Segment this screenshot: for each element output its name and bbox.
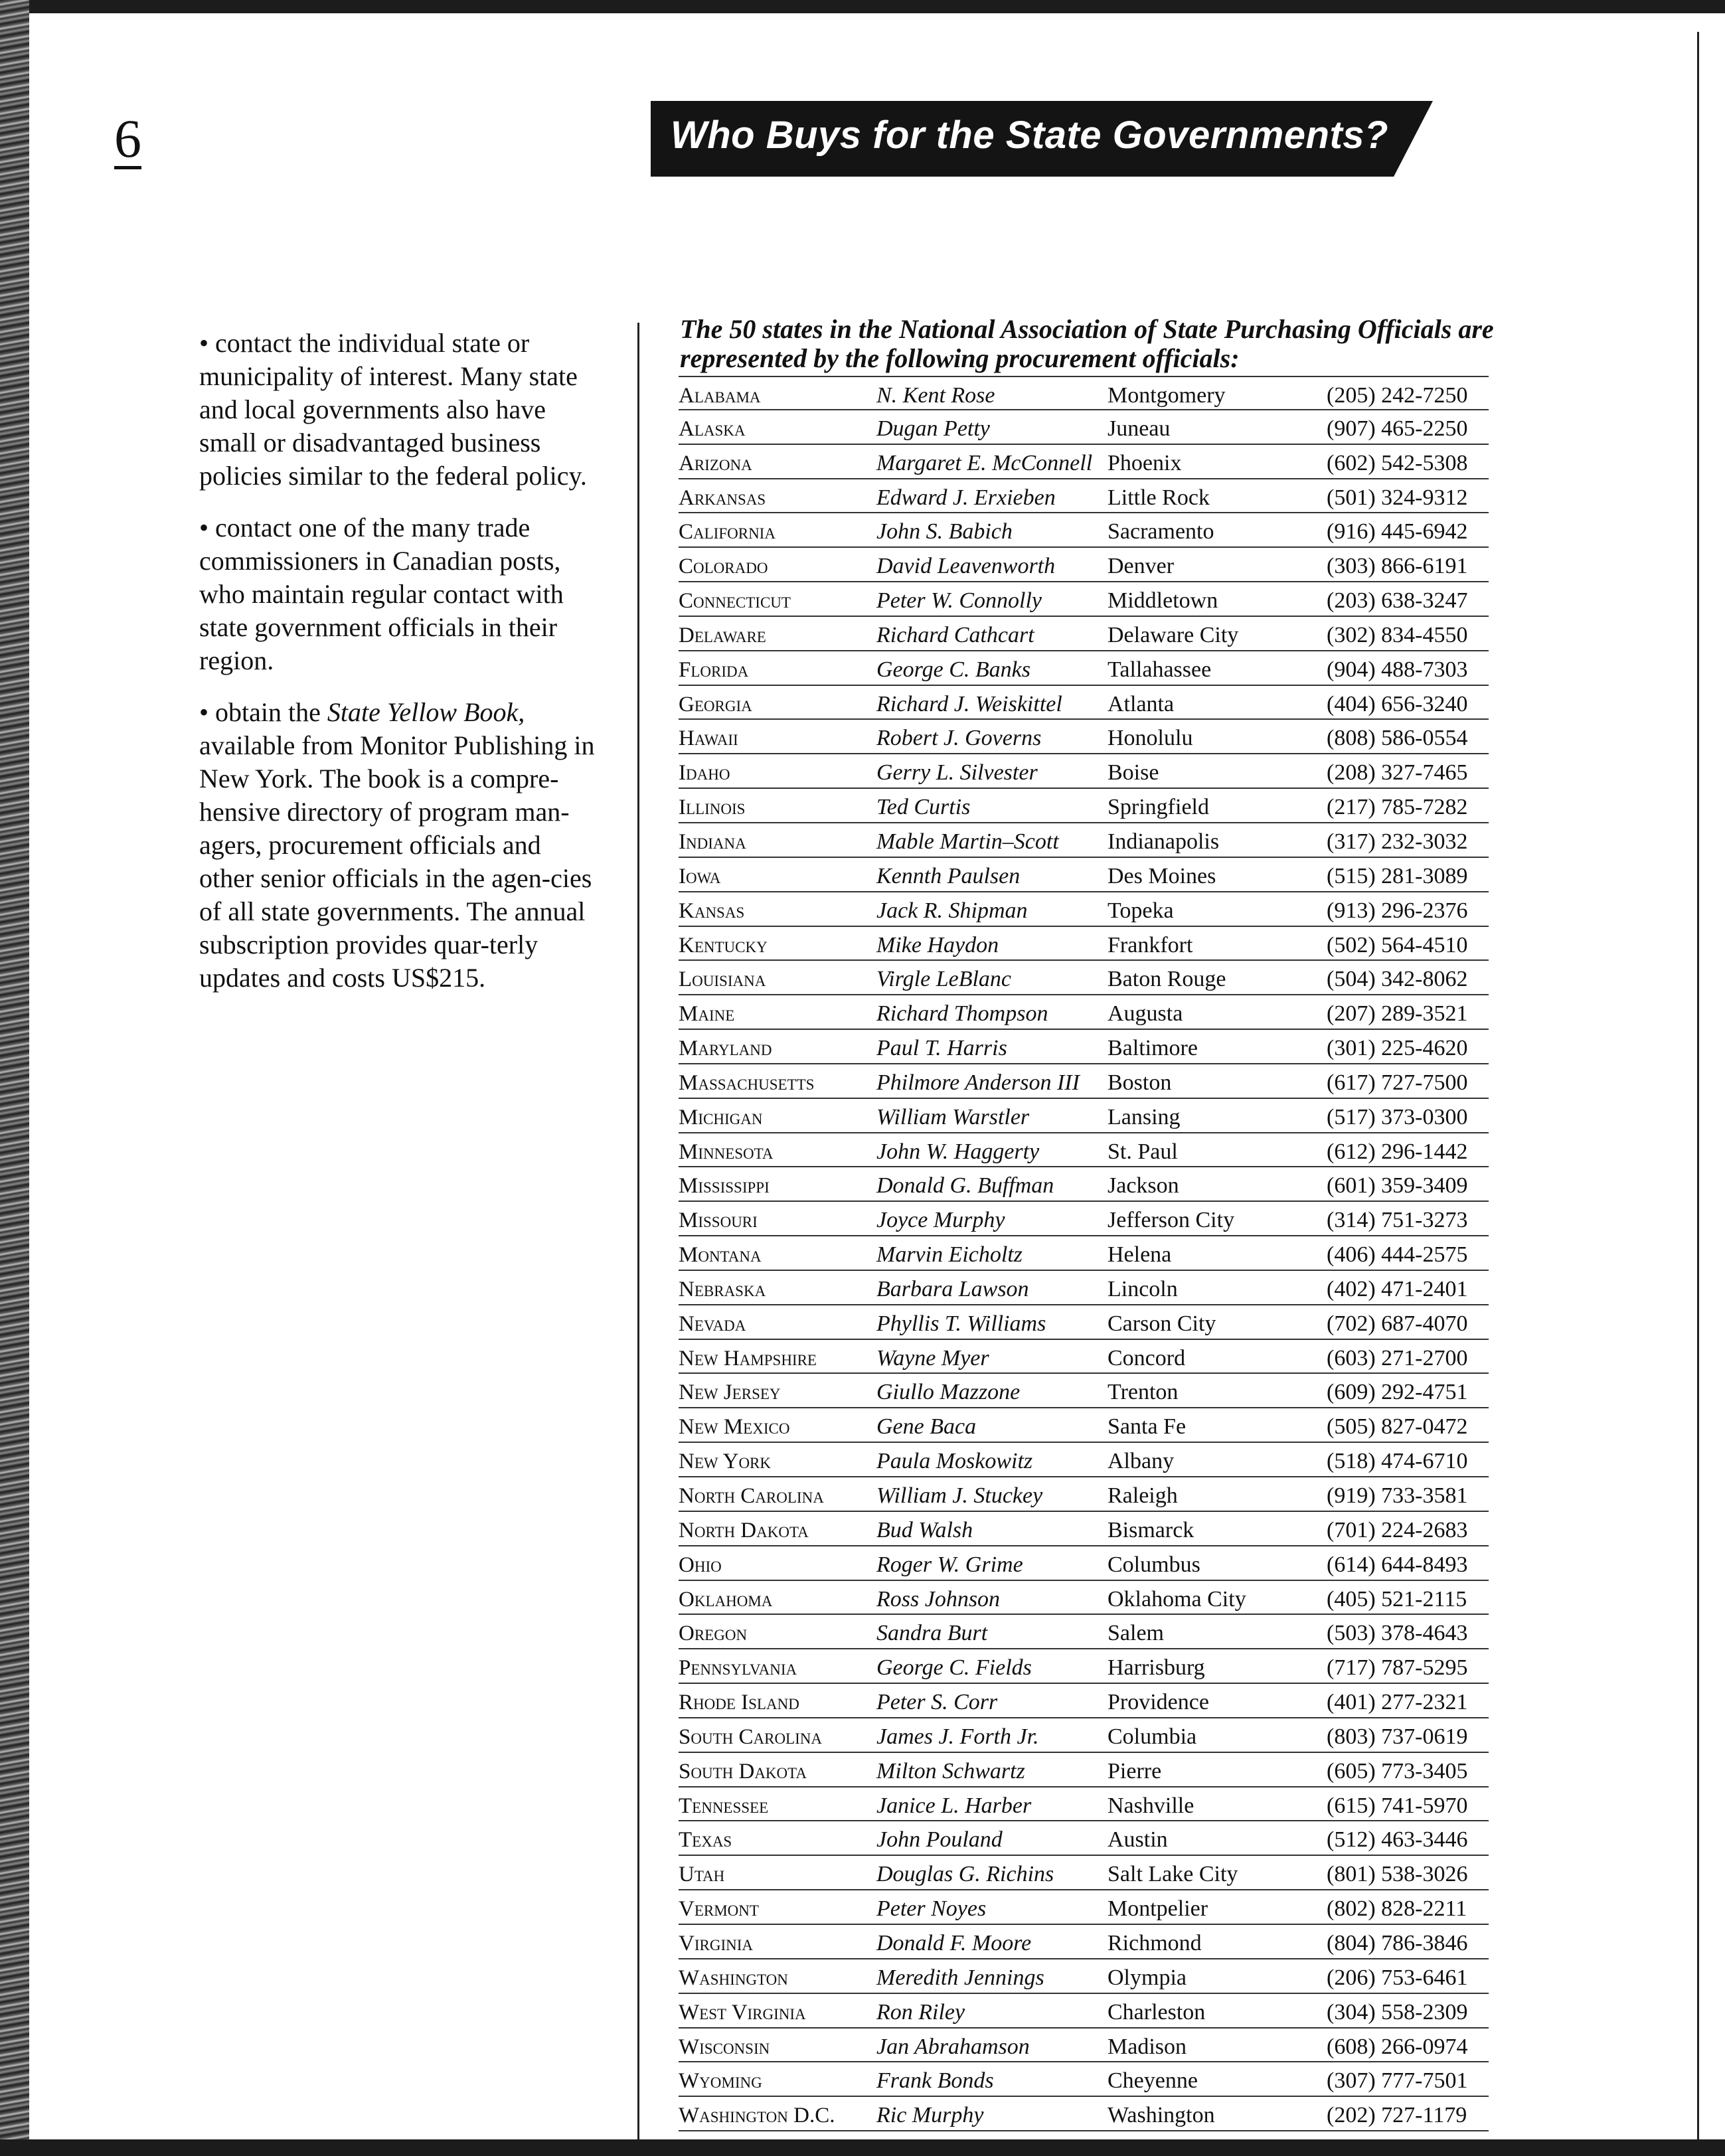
scan-border-right xyxy=(1697,32,1699,2156)
table-row xyxy=(679,892,1489,927)
official-name-cell: Phyllis T. Williams xyxy=(876,1311,1046,1336)
table-intro: The 50 states in the National Association of State Purchasing Officials are represented by the following procurement officials: xyxy=(680,314,1494,373)
table-row xyxy=(679,789,1489,823)
phone-cell: (907) 465-2250 xyxy=(1327,416,1468,441)
phone-cell: (402) 471-2401 xyxy=(1327,1276,1468,1301)
table-row xyxy=(679,1994,1489,2029)
city-cell: Washington xyxy=(1108,2103,1215,2128)
table-row xyxy=(679,1615,1489,1649)
state-cell: Oregon xyxy=(679,1621,748,1646)
official-name-cell: Bud Walsh xyxy=(876,1517,973,1542)
phone-cell: (203) 638-3247 xyxy=(1327,588,1468,614)
scan-border-left xyxy=(0,0,29,2156)
state-cell: New York xyxy=(679,1450,772,1474)
state-cell: Arkansas xyxy=(679,485,766,510)
book-title: State Yellow Book, xyxy=(327,697,525,727)
city-cell: Richmond xyxy=(1108,1930,1202,1955)
official-name-cell: George C. Fields xyxy=(876,1655,1032,1681)
city-cell: Atlanta xyxy=(1108,691,1175,716)
table-row xyxy=(679,1408,1489,1443)
table-row xyxy=(679,1133,1489,1168)
official-name-cell: Sandra Burt xyxy=(876,1621,988,1646)
phone-cell: (808) 586-0554 xyxy=(1327,726,1468,751)
city-cell: Boise xyxy=(1108,760,1159,786)
phone-cell: (503) 378-4643 xyxy=(1327,1621,1468,1646)
phone-cell: (518) 474-6710 xyxy=(1327,1449,1468,1474)
city-cell: Honolulu xyxy=(1108,726,1193,751)
table-row xyxy=(679,548,1489,582)
official-name-cell: Mable Martin–Scott xyxy=(876,829,1059,854)
city-cell: Lincoln xyxy=(1108,1276,1178,1301)
city-cell: Salt Lake City xyxy=(1108,1862,1238,1887)
state-cell: Texas xyxy=(679,1828,732,1853)
state-cell: Maryland xyxy=(679,1037,772,1061)
table-row xyxy=(679,582,1489,617)
official-name-cell: John W. Haggerty xyxy=(876,1139,1040,1164)
state-cell: New Mexico xyxy=(679,1415,790,1440)
table-row xyxy=(679,376,1489,410)
official-name-cell: Richard Thompson xyxy=(876,1001,1048,1027)
official-name-cell: Peter Noyes xyxy=(876,1896,987,1922)
city-cell: Montpelier xyxy=(1108,1896,1208,1922)
state-cell: Delaware xyxy=(679,623,766,647)
phone-cell: (515) 281-3089 xyxy=(1327,863,1468,888)
table-row xyxy=(679,995,1489,1030)
bullet-paragraph: • contact one of the many trade commissioners in Canadian posts, who maintain regular contact with state government officials in their region. xyxy=(199,513,564,675)
phone-cell: (314) 751-3273 xyxy=(1327,1208,1468,1233)
city-cell: Montgomery xyxy=(1108,383,1226,408)
state-cell: Washington xyxy=(679,1965,788,1990)
state-cell: Kansas xyxy=(679,898,745,923)
city-cell: Raleigh xyxy=(1108,1483,1178,1508)
phone-cell: (502) 564-4510 xyxy=(1327,932,1468,957)
official-name-cell: Giullo Mazzone xyxy=(876,1380,1021,1405)
phone-cell: (307) 777-7501 xyxy=(1327,2068,1468,2094)
table-row xyxy=(679,754,1489,789)
official-name-cell: Douglas G. Richins xyxy=(876,1862,1054,1887)
official-name-cell: Ric Murphy xyxy=(876,2103,984,2128)
table-row xyxy=(679,2062,1489,2097)
state-cell: Colorado xyxy=(679,554,768,579)
table-row xyxy=(679,617,1489,651)
official-name-cell: Donald G. Buffman xyxy=(876,1173,1054,1199)
phone-cell: (801) 538-3026 xyxy=(1327,1862,1468,1887)
city-cell: Lansing xyxy=(1108,1104,1181,1129)
state-cell: Minnesota xyxy=(679,1139,774,1164)
city-cell: Delaware City xyxy=(1108,622,1239,647)
phone-cell: (504) 342-8062 xyxy=(1327,967,1468,992)
official-name-cell: Barbara Lawson xyxy=(876,1276,1029,1301)
page-number: 6 xyxy=(114,108,141,169)
official-name-cell: Marvin Eicholtz xyxy=(876,1242,1023,1268)
phone-cell: (702) 687-4070 xyxy=(1327,1311,1468,1336)
city-cell: Middletown xyxy=(1108,588,1218,614)
phone-cell: (208) 327-7465 xyxy=(1327,760,1468,786)
official-name-cell: Gerry L. Silvester xyxy=(876,760,1038,786)
city-cell: Pierre xyxy=(1108,1758,1162,1783)
phone-cell: (609) 292-4751 xyxy=(1327,1380,1468,1405)
official-name-cell: Meredith Jennings xyxy=(876,1965,1044,1990)
table-row xyxy=(679,1512,1489,1546)
city-cell: Trenton xyxy=(1108,1380,1179,1405)
table-row xyxy=(679,1684,1489,1718)
scan-border-top xyxy=(0,0,1725,13)
official-name-cell: David Leavenworth xyxy=(876,554,1056,579)
table-row xyxy=(679,927,1489,961)
table-row xyxy=(679,2097,1489,2131)
table-row xyxy=(679,961,1489,995)
state-cell: New Hampshire xyxy=(679,1346,817,1370)
phone-cell: (302) 834-4550 xyxy=(1327,622,1468,647)
city-cell: Frankfort xyxy=(1108,932,1193,957)
official-name-cell: Milton Schwartz xyxy=(876,1758,1025,1783)
official-name-cell: Robert J. Governs xyxy=(876,726,1042,751)
table-row xyxy=(679,1305,1489,1340)
state-cell: Montana xyxy=(679,1243,762,1268)
table-row xyxy=(679,858,1489,892)
state-cell: Tennessee xyxy=(679,1793,769,1818)
table-row xyxy=(679,1718,1489,1753)
table-row xyxy=(679,1167,1489,1202)
official-name-cell: Gene Baca xyxy=(876,1414,977,1440)
city-cell: Charleston xyxy=(1108,1999,1206,2025)
city-cell: Providence xyxy=(1108,1690,1209,1715)
phone-cell: (608) 266-0974 xyxy=(1327,2034,1468,2059)
state-cell: Rhode Island xyxy=(679,1691,799,1715)
state-cell: Hawaii xyxy=(679,726,738,751)
table-row xyxy=(679,1856,1489,1890)
official-name-cell: N. Kent Rose xyxy=(876,383,995,408)
phone-cell: (505) 827-0472 xyxy=(1327,1414,1468,1440)
state-cell: Washington D.C. xyxy=(679,2104,835,2128)
phone-cell: (603) 271-2700 xyxy=(1327,1345,1468,1370)
state-cell: Indiana xyxy=(679,829,746,854)
city-cell: St. Paul xyxy=(1108,1139,1178,1164)
state-cell: North Dakota xyxy=(679,1518,809,1542)
official-name-cell: Virgle LeBlanc xyxy=(876,967,1012,992)
official-name-cell: James J. Forth Jr. xyxy=(876,1724,1039,1749)
state-cell: South Carolina xyxy=(679,1724,822,1749)
city-cell: Denver xyxy=(1108,554,1175,579)
city-cell: Madison xyxy=(1108,2034,1187,2059)
city-cell: Des Moines xyxy=(1108,863,1216,888)
phone-cell: (617) 727-7500 xyxy=(1327,1070,1468,1095)
phone-cell: (605) 773-3405 xyxy=(1327,1758,1468,1783)
state-cell: Maine xyxy=(679,1002,735,1027)
official-name-cell: Paula Moskowitz xyxy=(876,1449,1033,1474)
table-row xyxy=(679,1064,1489,1099)
state-cell: Virginia xyxy=(679,1931,753,1955)
official-name-cell: Jan Abrahamson xyxy=(876,2034,1030,2059)
bullet-text: available from Monitor Publishing in New York. The book is a compre-hensive directory of program man-agers, procurement officials and other senior officials in the agen-cies of all state governments. The annual subscription provides quar-terly updates and costs US$215. xyxy=(199,730,595,993)
city-cell: Columbia xyxy=(1108,1724,1197,1749)
official-name-cell: Richard J. Weiskittel xyxy=(876,691,1062,716)
table-row xyxy=(679,1787,1489,1822)
table-row xyxy=(679,1236,1489,1271)
table-row xyxy=(679,1030,1489,1064)
table-row xyxy=(679,2029,1489,2063)
phone-cell: (406) 444-2575 xyxy=(1327,1242,1468,1268)
city-cell: Oklahoma City xyxy=(1108,1586,1246,1612)
table-row xyxy=(679,1925,1489,1959)
state-cell: Nebraska xyxy=(679,1277,766,1301)
city-cell: Tallahassee xyxy=(1108,657,1212,682)
table-row xyxy=(679,651,1489,686)
state-cell: Kentucky xyxy=(679,933,768,957)
phone-cell: (717) 787-5295 xyxy=(1327,1655,1468,1681)
phone-cell: (404) 656-3240 xyxy=(1327,691,1468,716)
official-name-cell: Roger W. Grime xyxy=(876,1552,1023,1577)
official-name-cell: Philmore Anderson III xyxy=(876,1070,1080,1095)
table-row xyxy=(679,513,1489,548)
left-column xyxy=(199,327,598,1013)
state-cell: Ohio xyxy=(679,1552,722,1577)
state-cell: Mississippi xyxy=(679,1174,770,1199)
table-row xyxy=(679,1821,1489,1856)
city-cell: Boston xyxy=(1108,1070,1172,1095)
state-cell: Michigan xyxy=(679,1105,763,1129)
phone-cell: (206) 753-6461 xyxy=(1327,1965,1468,1990)
city-cell: Austin xyxy=(1108,1827,1168,1853)
city-cell: Jackson xyxy=(1108,1173,1179,1199)
bullet-paragraph xyxy=(199,696,598,995)
phone-cell: (501) 324-9312 xyxy=(1327,485,1468,510)
official-name-cell: Paul T. Harris xyxy=(876,1036,1007,1061)
table-row xyxy=(679,479,1489,514)
state-cell: Nevada xyxy=(679,1311,746,1336)
phone-cell: (614) 644-8493 xyxy=(1327,1552,1468,1577)
phone-cell: (301) 225-4620 xyxy=(1327,1036,1468,1061)
official-name-cell: Peter W. Connolly xyxy=(876,588,1042,614)
phone-cell: (217) 785-7282 xyxy=(1327,795,1468,820)
city-cell: Juneau xyxy=(1108,416,1171,441)
phone-cell: (602) 542-5308 xyxy=(1327,450,1468,475)
state-cell: West Virginia xyxy=(679,2000,806,2025)
official-name-cell: Richard Cathcart xyxy=(876,622,1034,647)
state-cell: Missouri xyxy=(679,1208,758,1233)
city-cell: Bismarck xyxy=(1108,1517,1194,1542)
table-row xyxy=(679,1202,1489,1236)
state-cell: Vermont xyxy=(679,1897,759,1922)
city-cell: Nashville xyxy=(1108,1793,1194,1818)
city-cell: Baltimore xyxy=(1108,1036,1198,1061)
city-cell: Concord xyxy=(1108,1345,1186,1370)
phone-cell: (517) 373-0300 xyxy=(1327,1104,1468,1129)
official-name-cell: Joyce Murphy xyxy=(876,1208,1005,1233)
scan-border-bottom xyxy=(0,2139,1725,2156)
phone-cell: (615) 741-5970 xyxy=(1327,1793,1468,1818)
city-cell: Salem xyxy=(1108,1621,1164,1646)
state-cell: Alabama xyxy=(679,384,761,408)
official-name-cell: George C. Banks xyxy=(876,657,1030,682)
officials-table xyxy=(679,376,1489,2131)
city-cell: Cheyenne xyxy=(1108,2068,1198,2094)
state-cell: Idaho xyxy=(679,761,730,786)
official-name-cell: Kennth Paulsen xyxy=(876,863,1021,888)
table-row xyxy=(679,1890,1489,1925)
state-cell: Connecticut xyxy=(679,589,791,614)
city-cell: Olympia xyxy=(1108,1965,1187,1990)
table-row xyxy=(679,1959,1489,1994)
official-name-cell: John S. Babich xyxy=(876,519,1013,544)
state-cell: Arizona xyxy=(679,451,752,475)
city-cell: Topeka xyxy=(1108,898,1174,923)
phone-cell: (303) 866-6191 xyxy=(1327,554,1468,579)
official-name-cell: William J. Stuckey xyxy=(876,1483,1043,1508)
bullet-text: • obtain the xyxy=(199,697,327,727)
city-cell: Augusta xyxy=(1108,1001,1183,1027)
state-cell: Massachusetts xyxy=(679,1070,815,1095)
column-divider xyxy=(637,323,639,2139)
state-cell: Pennsylvania xyxy=(679,1656,797,1681)
official-name-cell: Edward J. Erxieben xyxy=(876,485,1056,510)
phone-cell: (401) 277-2321 xyxy=(1327,1690,1468,1715)
official-name-cell: William Warstler xyxy=(876,1104,1030,1129)
phone-cell: (405) 521-2115 xyxy=(1327,1586,1467,1612)
state-cell: Florida xyxy=(679,657,749,682)
phone-cell: (802) 828-2211 xyxy=(1327,1896,1467,1922)
city-cell: Santa Fe xyxy=(1108,1414,1187,1440)
phone-cell: (913) 296-2376 xyxy=(1327,898,1468,923)
phone-cell: (317) 232-3032 xyxy=(1327,829,1468,854)
official-name-cell: Jack R. Shipman xyxy=(876,898,1028,923)
table-row xyxy=(679,1340,1489,1374)
phone-cell: (916) 445-6942 xyxy=(1327,519,1468,544)
table-row xyxy=(679,1649,1489,1684)
state-cell: Wisconsin xyxy=(679,2034,770,2059)
phone-cell: (601) 359-3409 xyxy=(1327,1173,1468,1199)
table-row xyxy=(679,1443,1489,1477)
city-cell: Phoenix xyxy=(1108,450,1182,475)
phone-cell: (919) 733-3581 xyxy=(1327,1483,1468,1508)
official-name-cell: Ron Riley xyxy=(876,1999,965,2025)
state-cell: Louisiana xyxy=(679,967,766,992)
state-cell: Wyoming xyxy=(679,2069,762,2094)
state-cell: South Dakota xyxy=(679,1759,807,1783)
official-name-cell: Janice L. Harber xyxy=(876,1793,1032,1818)
table-row xyxy=(679,445,1489,479)
state-cell: Utah xyxy=(679,1863,725,1887)
state-cell: Alaska xyxy=(679,416,746,441)
phone-cell: (904) 488-7303 xyxy=(1327,657,1468,682)
phone-cell: (202) 727-1179 xyxy=(1327,2103,1467,2128)
city-cell: Sacramento xyxy=(1108,519,1214,544)
city-cell: Springfield xyxy=(1108,795,1209,820)
table-row xyxy=(679,410,1489,445)
page-title: Who Buys for the State Governments? xyxy=(671,114,1388,157)
city-cell: Columbus xyxy=(1108,1552,1200,1577)
phone-cell: (803) 737-0619 xyxy=(1327,1724,1468,1749)
state-cell: Oklahoma xyxy=(679,1587,773,1612)
table-row xyxy=(679,1546,1489,1581)
phone-cell: (612) 296-1442 xyxy=(1327,1139,1468,1164)
phone-cell: (701) 224-2683 xyxy=(1327,1517,1468,1542)
state-cell: Iowa xyxy=(679,864,721,888)
city-cell: Little Rock xyxy=(1108,485,1210,510)
state-cell: North Carolina xyxy=(679,1484,824,1508)
city-cell: Baton Rouge xyxy=(1108,967,1226,992)
table-row xyxy=(679,1271,1489,1305)
city-cell: Harrisburg xyxy=(1108,1655,1205,1681)
state-cell: Georgia xyxy=(679,692,752,716)
state-cell: California xyxy=(679,520,776,544)
official-name-cell: Donald F. Moore xyxy=(876,1930,1032,1955)
official-name-cell: John Pouland xyxy=(876,1827,1003,1853)
official-name-cell: Wayne Myer xyxy=(876,1345,989,1370)
official-name-cell: Ross Johnson xyxy=(876,1586,1001,1612)
table-row xyxy=(679,1753,1489,1787)
table-row xyxy=(679,1477,1489,1512)
table-row xyxy=(679,1374,1489,1408)
phone-cell: (207) 289-3521 xyxy=(1327,1001,1468,1027)
bullet-paragraph: • contact the individual state or municipality of interest. Many state and local governments also have small or disadvantaged business policies similar to the federal policy. xyxy=(199,328,587,491)
table-row xyxy=(679,720,1489,754)
city-cell: Indianapolis xyxy=(1108,829,1220,854)
official-name-cell: Mike Haydon xyxy=(876,932,999,957)
official-name-cell: Margaret E. McConnell xyxy=(876,450,1093,475)
official-name-cell: Frank Bonds xyxy=(876,2068,994,2094)
table-row xyxy=(679,686,1489,720)
state-cell: Illinois xyxy=(679,795,746,820)
city-cell: Carson City xyxy=(1108,1311,1216,1336)
official-name-cell: Ted Curtis xyxy=(876,795,971,820)
city-cell: Albany xyxy=(1108,1449,1175,1474)
phone-cell: (304) 558-2309 xyxy=(1327,1999,1468,2025)
official-name-cell: Dugan Petty xyxy=(876,416,990,441)
phone-cell: (205) 242-7250 xyxy=(1327,383,1468,408)
phone-cell: (512) 463-3446 xyxy=(1327,1827,1468,1853)
city-cell: Jefferson City xyxy=(1108,1208,1235,1233)
table-row xyxy=(679,823,1489,858)
city-cell: Helena xyxy=(1108,1242,1172,1268)
state-cell: New Jersey xyxy=(679,1380,781,1405)
official-name-cell: Peter S. Corr xyxy=(876,1690,998,1715)
phone-cell: (804) 786-3846 xyxy=(1327,1930,1468,1955)
table-row xyxy=(679,1099,1489,1133)
table-row xyxy=(679,1581,1489,1616)
